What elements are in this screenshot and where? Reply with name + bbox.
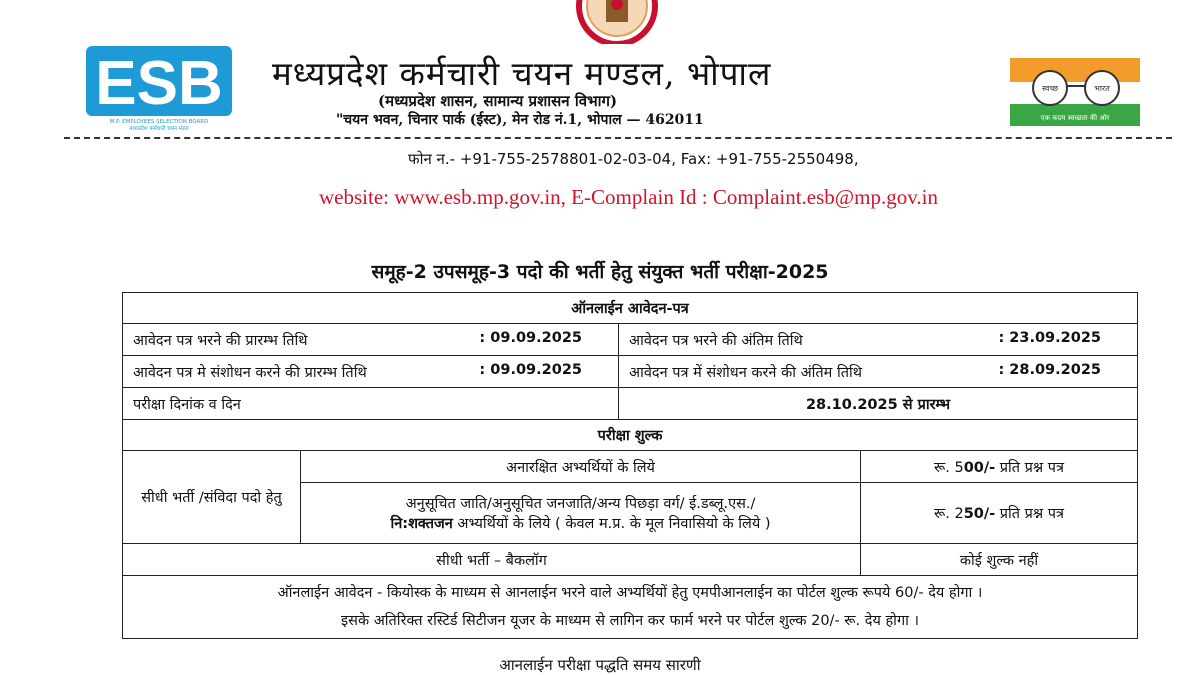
last-date-label: आवेदन पत्र भरने की अंतिम तिथि [629, 332, 803, 349]
backlog-fee: कोई शुल्क नहीं [861, 544, 1138, 576]
swachh-bharat-logo [1010, 58, 1140, 126]
mp-emblem-icon [562, 0, 672, 44]
schedule-heading: आनलाईन परीक्षा पद्धति समय सारणी [499, 656, 701, 674]
org-title: मध्यप्रदेश कर्मचारी चयन मण्डल, भोपाल [272, 54, 772, 93]
esb-logo [86, 46, 232, 130]
reserved-label-cell [301, 483, 861, 544]
esb-logo-text: ESB [95, 49, 223, 118]
swachh-caption: एक कदम स्वच्छता की ओर [1040, 114, 1110, 122]
reserved-fee-amount: 50/- [963, 506, 996, 522]
unreserved-fee-suffix: प्रति प्रश्न पत्र [995, 459, 1065, 476]
correction-end-label: आवेदन पत्र में संशोधन करने की अंतिम तिथि [629, 364, 863, 381]
swachh-word: स्वच्छ [1041, 84, 1059, 93]
correction-start-value: : 09.09.2025 [479, 361, 582, 378]
unreserved-fee-amount: 00/- [963, 459, 996, 476]
last-date-row [619, 324, 1138, 356]
correction-start-row [123, 356, 619, 388]
org-department: (मध्यप्रदेश शासन, सामान्य प्रशासन विभाग) [378, 92, 618, 110]
exam-title: समूह-2 उपसमूह-3 पदो की भर्ती हेतु संयुक्त भर्ती परीक्षा-2025 [371, 261, 829, 283]
reserved-fee [861, 483, 1138, 544]
website-email-line: website: www.esb.mp.gov.in, E-Complain Id : Complaint.esb@mp.gov.in [319, 185, 938, 209]
post-type-cell: सीधी भर्ती /संविदा पदो हेतु [123, 451, 301, 544]
start-date-value: : 09.09.2025 [479, 329, 582, 346]
exam-date-value: 28.10.2025 से प्रारम्भ [619, 388, 1138, 420]
correction-end-value: : 28.09.2025 [998, 361, 1102, 378]
correction-start-label: आवेदन पत्र मे संशोधन करने की प्रारम्भ तिथि [133, 364, 367, 381]
org-address: "चयन भवन, चिनार पार्क (ईस्ट), मेन रोड नं.1, भोपाल — 462011 [336, 112, 704, 128]
portal-note-line2: इसके अतिरिक्त रस्टिर्ड सिटीजन यूजर के माध्यम से लागिन कर फार्म भरने पर पोर्टल शुल्क 20/- रू. देय होगा । [341, 613, 919, 629]
unreserved-fee [861, 451, 1138, 483]
portal-note-cell [123, 576, 1138, 639]
correction-end-row [619, 356, 1138, 388]
reserved-label-rest: अभ्यर्थियों के लिये ( केवल म.प्र. के मूल निवासियो के लिये ) [452, 516, 771, 532]
unreserved-label: अनारक्षित अभ्यर्थियों के लिये [301, 451, 861, 483]
reserved-label-bold: नि:शक्तजन [390, 516, 453, 532]
last-date-value: : 23.09.2025 [998, 329, 1102, 346]
bharat-word: भारत [1094, 84, 1110, 93]
exam-date-label: परीक्षा दिनांक व दिन [123, 388, 619, 420]
contact-phone-fax: फोन न.- +91-755-2578801-02-03-04, Fax: +91-755-2550498, [408, 150, 859, 168]
esb-logo-caption-en: M.P. EMPLOYEES SELECTION BOARD [109, 119, 209, 125]
esb-logo-caption-hi: मध्यप्रदेश कर्मचारी चयन मंडल [129, 126, 189, 130]
exam-info-table [122, 292, 1138, 639]
reserved-label-line2 [311, 513, 850, 533]
reserved-fee-suffix: प्रति प्रश्न पत्र [995, 506, 1065, 522]
start-date-row [123, 324, 619, 356]
header-divider [64, 137, 1172, 139]
reserved-fee-prefix: रू. 2 [933, 506, 964, 522]
backlog-label: सीधी भर्ती – बैकलॉग [123, 544, 861, 576]
portal-note-line1: ऑनलाईन आवेदन - कियोस्क के माध्यम से आनलाईन भरने वाले अभ्यर्थियों हेतु एमपीआनलाईन का पोर्टल शुल्क रूपये 60/- देय होगा । [277, 585, 983, 601]
reserved-label-line1: अनुसूचित जाति/अनुसूचित जनजाति/अन्य पिछड़ा वर्ग/ ई.डब्लू.एस./ [405, 496, 756, 512]
unreserved-fee-prefix: रू. 5 [933, 459, 964, 476]
online-form-heading: ऑनलाईन आवेदन-पत्र [123, 293, 1138, 324]
fee-heading: परीक्षा शुल्क [123, 420, 1138, 451]
start-date-label: आवेदन पत्र भरने की प्रारम्भ तिथि [133, 332, 308, 349]
